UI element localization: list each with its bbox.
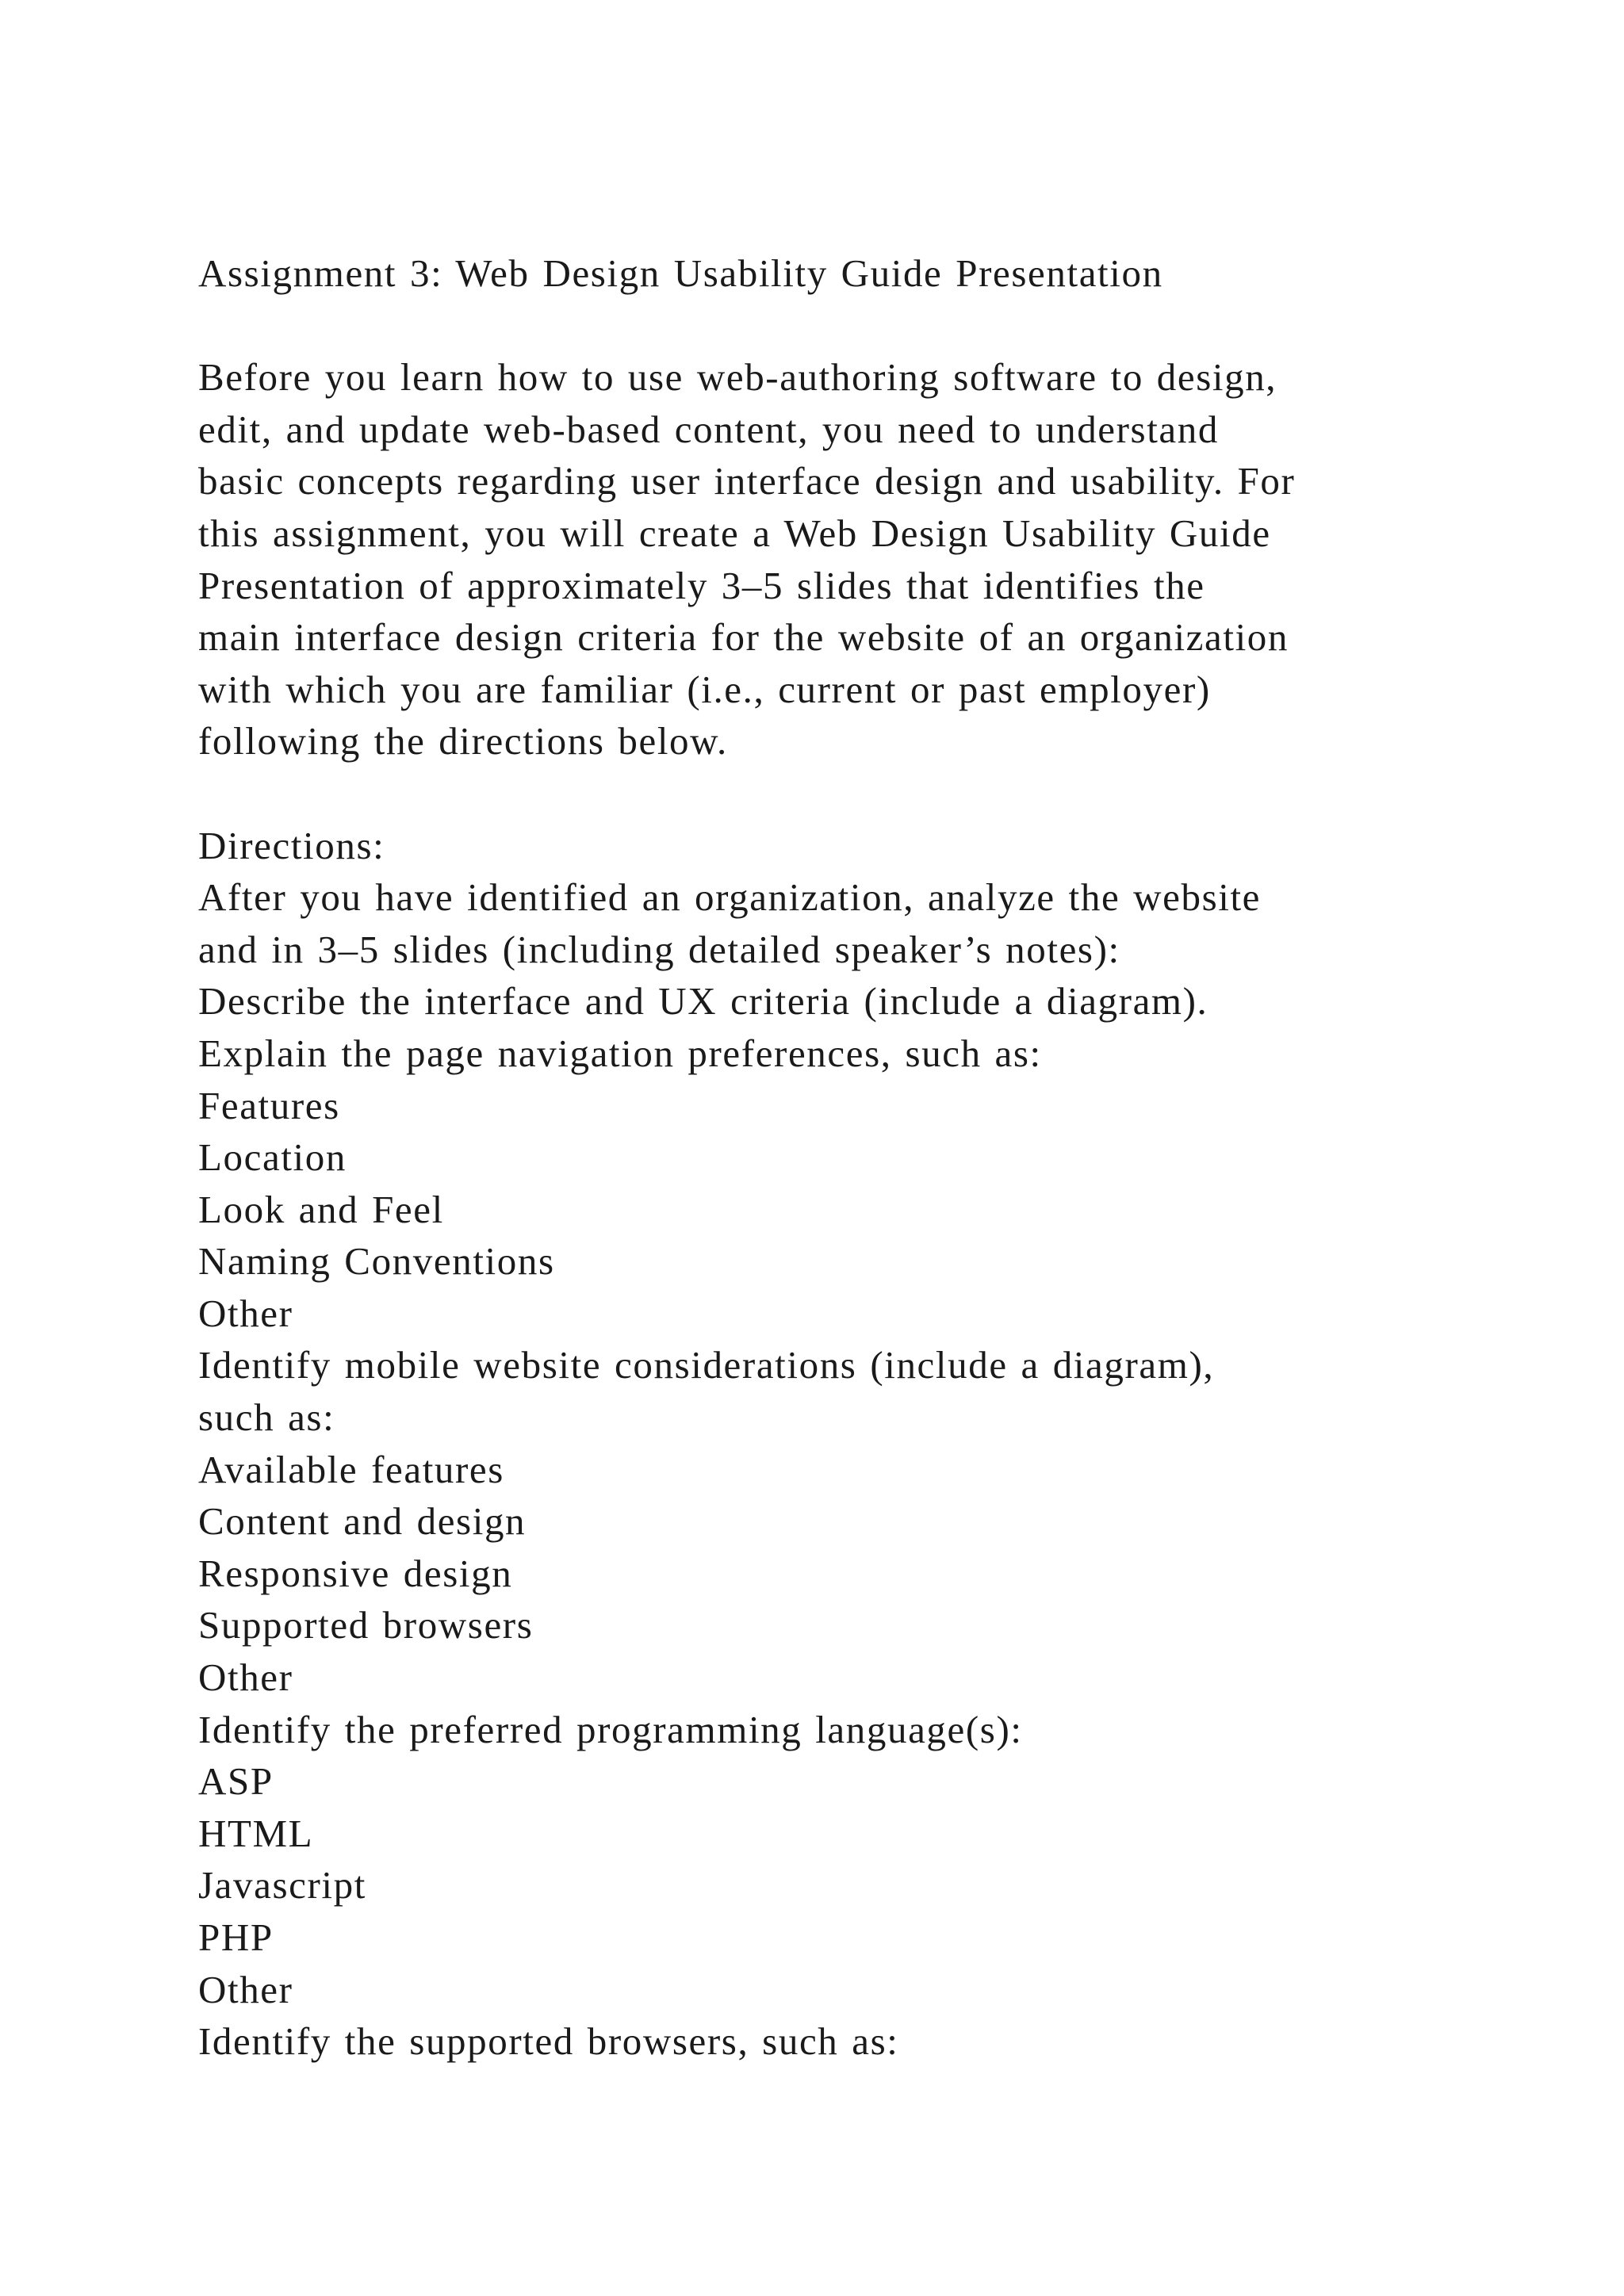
- directions-line: such as:: [198, 1395, 335, 1440]
- directions-line: Responsive design: [198, 1551, 513, 1595]
- directions-line: Identify the supported browsers, such as:: [198, 2019, 899, 2064]
- intro-line: Before you learn how to use web-authoring software to design,: [198, 355, 1277, 400]
- directions-line: and in 3–5 slides (including detailed speaker’s notes):: [198, 927, 1120, 971]
- intro-line: following the directions below.: [198, 719, 728, 763]
- directions-line: Javascript: [198, 1863, 366, 1908]
- document-title: Assignment 3: Web Design Usability Guide Presentation: [198, 251, 1163, 295]
- directions-line: Content and design: [198, 1499, 527, 1544]
- directions-line: PHP: [198, 1915, 274, 1959]
- directions-list: [198, 871, 1546, 2068]
- directions-line: Naming Conventions: [198, 1239, 555, 1284]
- directions-line: Other: [198, 1291, 293, 1335]
- directions-line: Features: [198, 1083, 340, 1127]
- directions-line: Available features: [198, 1447, 504, 1491]
- directions-line: Identify mobile website considerations (include a diagram),: [198, 1343, 1215, 1387]
- directions-line: Look and Feel: [198, 1187, 444, 1231]
- directions-line: Identify the preferred programming language(s):: [198, 1707, 1023, 1751]
- intro-line: with which you are familiar (i.e., current or past employer): [198, 667, 1211, 711]
- directions-line: After you have identified an organization, analyze the website: [198, 875, 1262, 920]
- paragraph-spacer: [198, 767, 1546, 820]
- directions-line: HTML: [198, 1811, 314, 1855]
- intro-line: edit, and update web-based content, you need to understand: [198, 407, 1219, 451]
- directions-line: ASP: [198, 1759, 274, 1804]
- directions-line: Explain the page navigation preferences, such as:: [198, 1031, 1042, 1075]
- intro-line: Presentation of approximately 3–5 slides that identifies the: [198, 563, 1205, 607]
- directions-line: Other: [198, 1655, 293, 1700]
- directions-heading: Directions:: [198, 823, 385, 867]
- paragraph-spacer: [198, 300, 1546, 352]
- intro-line: this assignment, you will create a Web Design Usability Guide: [198, 511, 1271, 555]
- directions-line: Location: [198, 1135, 347, 1180]
- intro-line: basic concepts regarding user interface design and usability. For: [198, 459, 1296, 503]
- directions-line: Describe the interface and UX criteria (include a diagram).: [198, 979, 1208, 1024]
- intro-paragraph: [198, 351, 1546, 767]
- directions-line: Supported browsers: [198, 1603, 534, 1647]
- intro-line: main interface design criteria for the website of an organization: [198, 615, 1289, 660]
- document-body: [198, 247, 1546, 2068]
- directions-line: Other: [198, 1967, 293, 2011]
